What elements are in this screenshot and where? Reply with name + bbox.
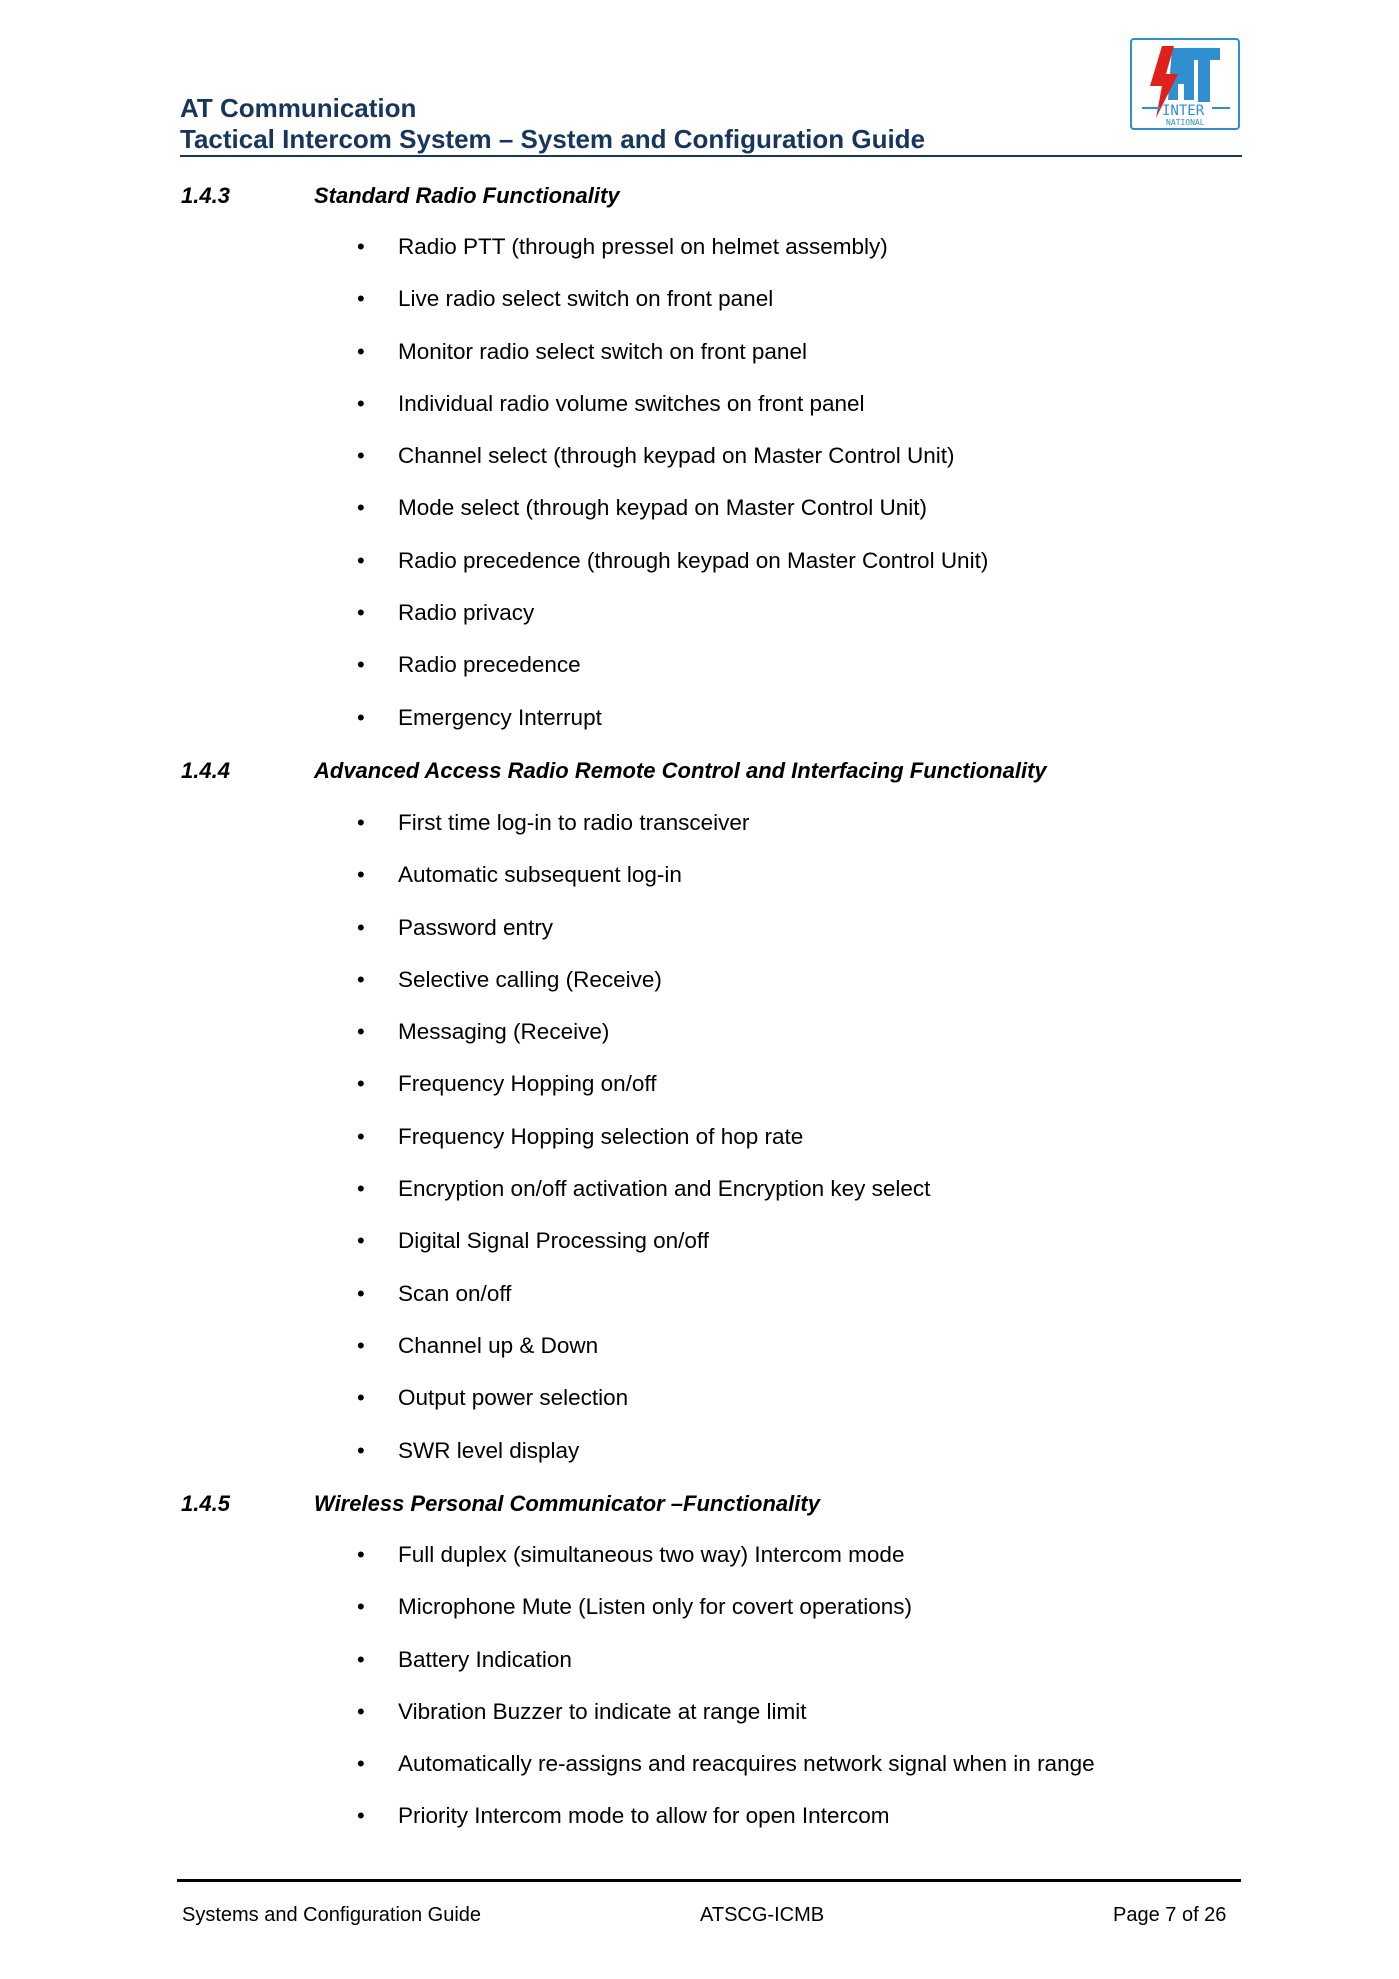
list-item-text: Radio precedence [398, 652, 581, 678]
list-item [357, 1542, 1095, 1594]
list-item [357, 339, 988, 391]
list-item [357, 1438, 930, 1490]
bullet-icon: • [357, 234, 365, 259]
list-item [357, 1124, 930, 1176]
bullet-icon: • [357, 547, 365, 573]
list-item [357, 1594, 1095, 1646]
list-item-text: Frequency Hopping on/off [398, 1071, 657, 1097]
bullet-icon: • [357, 286, 365, 312]
list-item-text: Live radio select switch on front panel [398, 286, 774, 312]
section-title: Standard Radio Functionality [314, 183, 620, 208]
list-item-text: Output power selection [398, 1385, 629, 1411]
list-item [357, 652, 988, 704]
list-item-text: Battery Indication [398, 1646, 572, 1672]
bullet-list [357, 1542, 1095, 1856]
page-header [180, 93, 1240, 155]
list-item [357, 286, 988, 338]
bullet-icon: • [357, 704, 365, 730]
list-item-text: Radio PTT (through pressel on helmet assembly) [398, 234, 888, 259]
bullet-icon: • [357, 390, 365, 416]
list-item [357, 495, 988, 547]
bullet-icon: • [357, 1803, 365, 1829]
logo-text: INTER [1162, 103, 1205, 119]
list-item-text: Frequency Hopping selection of hop rate [398, 1123, 804, 1149]
list-item [357, 1176, 930, 1228]
list-item [357, 600, 988, 652]
list-item [357, 1019, 930, 1071]
bullet-icon: • [357, 1646, 365, 1672]
list-item-text: SWR level display [398, 1437, 580, 1463]
document-title: Tactical Intercom System – System and Configuration Guide [180, 124, 926, 154]
header-divider [180, 155, 1242, 157]
bullet-icon: • [357, 1751, 365, 1777]
list-item [357, 548, 988, 600]
list-item [357, 1751, 1095, 1803]
bullet-icon: • [357, 966, 365, 992]
section-heading [181, 183, 620, 209]
list-item-text: Channel up & Down [398, 1332, 599, 1358]
list-item [357, 1333, 930, 1385]
list-item [357, 1647, 1095, 1699]
list-item [357, 862, 930, 914]
bullet-list [357, 234, 988, 757]
footer-page-number: Page 7 of 26 [1113, 1904, 1227, 1926]
list-item-text: Channel select (through keypad on Master Control Unit) [398, 443, 955, 469]
list-item [357, 1699, 1095, 1751]
footer-document-code: ATSCG-ICMB [700, 1904, 825, 1926]
footer-document-name: Systems and Configuration Guide [182, 1904, 482, 1926]
list-item-text: First time log-in to radio transceiver [398, 810, 750, 835]
bullet-icon: • [357, 1176, 365, 1202]
list-item-text: Full duplex (simultaneous two way) Intercom mode [398, 1542, 905, 1567]
bullet-icon: • [357, 1019, 365, 1045]
list-item-text: Emergency Interrupt [398, 704, 602, 730]
list-item-text: Password entry [398, 914, 554, 940]
list-item [357, 234, 988, 286]
list-item-text: Radio privacy [398, 600, 535, 626]
section-title: Advanced Access Radio Remote Control and Interfacing Functionality [314, 758, 1047, 783]
list-item-text: Messaging (Receive) [398, 1019, 610, 1045]
list-item [357, 391, 988, 443]
bullet-icon: • [357, 810, 365, 835]
bullet-icon: • [357, 443, 365, 469]
section-number: 1.4.3 [181, 183, 230, 208]
bullet-icon: • [357, 1071, 365, 1097]
footer-divider [177, 1879, 1241, 1882]
bullet-icon: • [357, 914, 365, 940]
bullet-icon: • [357, 1542, 365, 1567]
list-item [357, 1803, 1095, 1855]
company-logo [1130, 38, 1240, 130]
list-item-text: Mode select (through keypad on Master Control Unit) [398, 495, 928, 521]
bullet-icon: • [357, 1280, 365, 1306]
list-item [357, 1071, 930, 1123]
list-item-text: Encryption on/off activation and Encryption key select [398, 1176, 931, 1202]
list-item-text: Selective calling (Receive) [398, 966, 662, 992]
list-item [357, 967, 930, 1019]
list-item-text: Digital Signal Processing on/off [398, 1228, 710, 1254]
bullet-icon: • [357, 1332, 365, 1358]
list-item-text: Priority Intercom mode to allow for open Intercom [398, 1803, 890, 1829]
list-item-text: Automatically re-assigns and reacquires network signal when in range [398, 1751, 1095, 1777]
bullet-icon: • [357, 1385, 365, 1411]
bullet-list [357, 810, 930, 1490]
logo-subtext: NATIONAL [1166, 118, 1205, 127]
bullet-icon: • [357, 1123, 365, 1149]
list-item [357, 705, 988, 757]
bullet-icon: • [357, 1594, 365, 1620]
list-item [357, 1228, 930, 1280]
list-item [357, 1385, 930, 1437]
section-title: Wireless Personal Communicator –Functionality [314, 1491, 820, 1516]
bullet-icon: • [357, 862, 365, 888]
bullet-icon: • [357, 338, 365, 364]
list-item [357, 443, 988, 495]
bullet-icon: • [357, 1228, 365, 1254]
company-name: AT Communication [180, 93, 417, 123]
list-item-text: Automatic subsequent log-in [398, 862, 682, 888]
list-item-text: Monitor radio select switch on front panel [398, 338, 807, 364]
list-item-text: Vibration Buzzer to indicate at range limit [398, 1698, 807, 1724]
list-item [357, 915, 930, 967]
section-number: 1.4.4 [181, 758, 230, 783]
list-item [357, 810, 930, 862]
list-item-text: Individual radio volume switches on front panel [398, 390, 865, 416]
list-item [357, 1281, 930, 1333]
list-item-text: Scan on/off [398, 1280, 512, 1306]
bullet-icon: • [357, 1437, 365, 1463]
bullet-icon: • [357, 1698, 365, 1724]
list-item-text: Radio precedence (through keypad on Master Control Unit) [398, 547, 989, 573]
bullet-icon: • [357, 495, 365, 521]
list-item-text: Microphone Mute (Listen only for covert operations) [398, 1594, 912, 1620]
bullet-icon: • [357, 600, 365, 626]
bullet-icon: • [357, 652, 365, 678]
section-number: 1.4.5 [181, 1491, 230, 1516]
section-heading [181, 1491, 820, 1517]
section-heading [181, 758, 1047, 784]
